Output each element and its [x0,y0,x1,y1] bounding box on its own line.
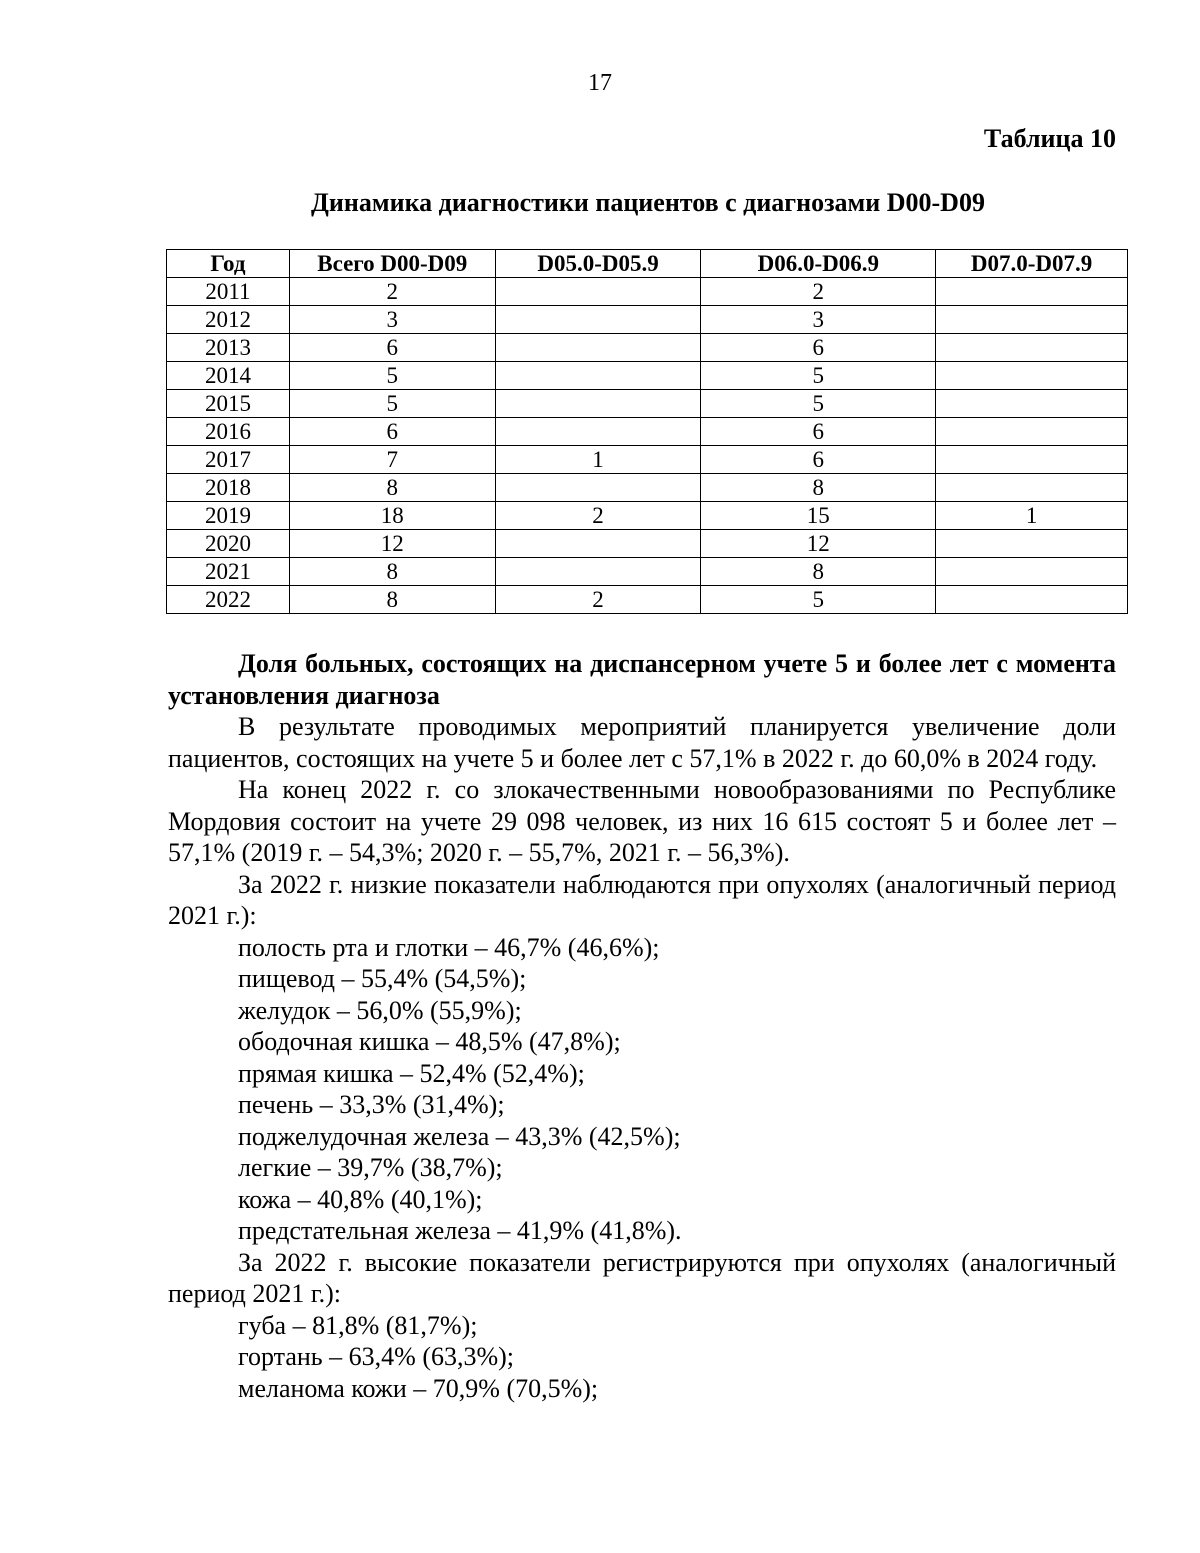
cell-year: 2019 [167,502,290,530]
header-d06: D06.0-D06.9 [701,250,936,278]
cell-d05 [495,278,701,306]
list-item: кожа – 40,8% (40,1%); [238,1184,483,1214]
list-item: прямая кишка – 52,4% (52,4%); [238,1058,585,1088]
cell-d06: 5 [701,362,936,390]
table-row [167,334,1128,362]
table-row [167,390,1128,418]
cell-year: 2022 [167,586,290,614]
cell-total: 5 [289,390,495,418]
table-row [167,502,1128,530]
table-row [167,530,1128,558]
cell-d07 [936,530,1128,558]
cell-d06: 12 [701,530,936,558]
cell-d05 [495,558,701,586]
table-row [167,474,1128,502]
list-item: легкие – 39,7% (38,7%); [238,1153,503,1182]
cell-total: 18 [289,502,495,530]
high-indicators-intro: За 2022 г. высокие показатели регистрируются при опухолях (аналогичный период 2021 г.): [168,1247,1116,1308]
table-row [167,446,1128,474]
cell-d05 [495,390,701,418]
table-title: Динамика диагностики пациентов с диагнозами D00-D09 [311,188,985,217]
diagnostics-table [166,249,1128,614]
header-d05: D05.0-D05.9 [495,250,701,278]
list-item: предстательная железа – 41,9% (41,8%). [238,1216,682,1245]
cell-total: 3 [289,306,495,334]
cell-d07 [936,418,1128,446]
table-row [167,306,1128,334]
cell-d07 [936,278,1128,306]
header-total: Всего D00-D09 [289,250,495,278]
cell-d07: 1 [936,502,1128,530]
cell-d06: 6 [701,418,936,446]
cell-total: 6 [289,418,495,446]
list-item: ободочная кишка – 48,5% (47,8%); [238,1027,621,1056]
header-year: Год [167,250,290,278]
page-number: 17 [588,70,612,96]
table-row [167,558,1128,586]
cell-total: 7 [289,446,495,474]
cell-d05 [495,306,701,334]
list-item: пищевод – 55,4% (54,5%); [238,964,527,993]
cell-total: 8 [289,474,495,502]
cell-d05 [495,474,701,502]
cell-year: 2016 [167,418,290,446]
cell-year: 2013 [167,334,290,362]
cell-total: 2 [289,278,495,306]
list-item: печень – 33,3% (31,4%); [238,1090,505,1119]
table-header-row [167,250,1128,278]
list-item: желудок – 56,0% (55,9%); [238,995,522,1025]
cell-year: 2015 [167,390,290,418]
body-text [168,648,1116,1404]
cell-year: 2018 [167,474,290,502]
cell-d07 [936,474,1128,502]
cell-d06: 6 [701,334,936,362]
cell-d05: 2 [495,502,701,530]
paragraph: В результате проводимых мероприятий планируется увеличение доли пациентов, состоящих на учете 5 и более лет с 57,1% в 2022 г. до 60,0% в 2024 году. [168,712,1116,773]
table-row [167,362,1128,390]
cell-total: 6 [289,334,495,362]
low-indicators-intro: За 2022 г. низкие показатели наблюдаются при опухолях (аналогичный период 2021 г.): [168,869,1116,930]
cell-d06: 8 [701,558,936,586]
cell-year: 2012 [167,306,290,334]
section-heading: Доля больных, состоящих на диспансерном учете 5 и более лет с момента установления диагноза [168,649,1116,710]
cell-year: 2020 [167,530,290,558]
list-item: гортань – 63,4% (63,3%); [238,1342,515,1371]
paragraph: На конец 2022 г. со злокачественными новообразованиями по Республике Мордовия состоит на учете 29 098 человек, из них 16 615 состоят 5 и более лет – 57,1% (2019 г. – 54,3%; 2020 г. – 55,7%, 2021 г. – 56,3%). [168,775,1116,867]
cell-total: 5 [289,362,495,390]
cell-year: 2017 [167,446,290,474]
cell-d07 [936,446,1128,474]
cell-d07 [936,306,1128,334]
cell-year: 2011 [167,278,290,306]
cell-total: 12 [289,530,495,558]
table-row [167,586,1128,614]
list-item: поджелудочная железа – 43,3% (42,5%); [238,1121,681,1151]
header-d07: D07.0-D07.9 [936,250,1128,278]
table-row [167,418,1128,446]
table-row [167,278,1128,306]
cell-d06: 8 [701,474,936,502]
cell-d07 [936,390,1128,418]
cell-d06: 5 [701,390,936,418]
cell-d06: 3 [701,306,936,334]
cell-d05 [495,334,701,362]
cell-year: 2021 [167,558,290,586]
cell-d05: 1 [495,446,701,474]
cell-d07 [936,586,1128,614]
cell-year: 2014 [167,362,290,390]
table-label: Таблица 10 [983,124,1116,153]
cell-d05: 2 [495,586,701,614]
cell-d06: 5 [701,586,936,614]
cell-d06: 2 [701,278,936,306]
cell-d06: 6 [701,446,936,474]
cell-d07 [936,558,1128,586]
cell-d07 [936,334,1128,362]
cell-total: 8 [289,558,495,586]
cell-d05 [495,530,701,558]
cell-d05 [495,418,701,446]
list-item: меланома кожи – 70,9% (70,5%); [238,1373,599,1403]
cell-d07 [936,362,1128,390]
list-item: полость рта и глотки – 46,7% (46,6%); [238,932,660,962]
cell-d06: 15 [701,502,936,530]
list-item: губа – 81,8% (81,7%); [238,1310,478,1340]
cell-d05 [495,362,701,390]
cell-total: 8 [289,586,495,614]
